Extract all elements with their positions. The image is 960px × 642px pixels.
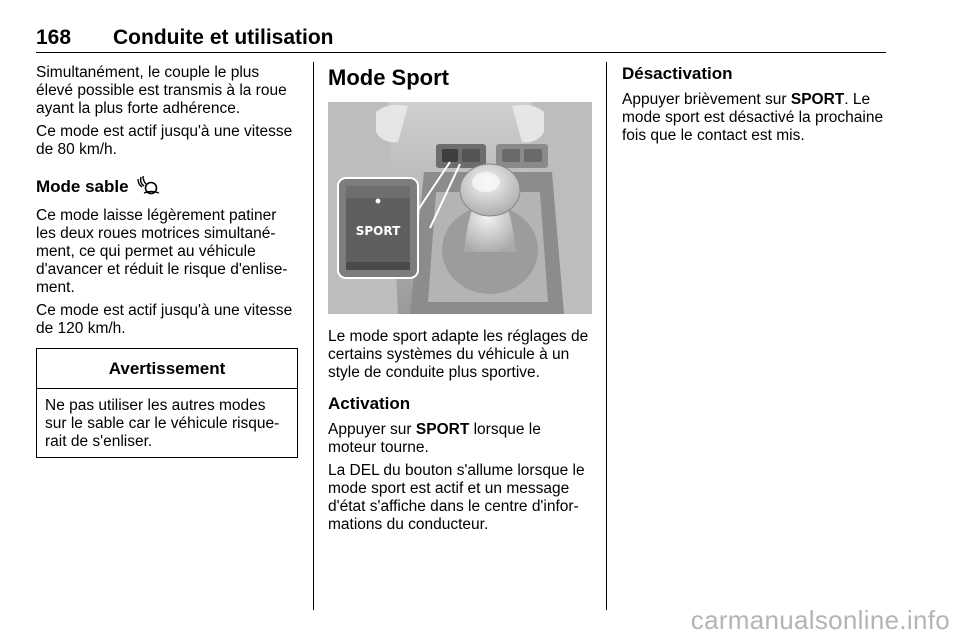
sand-mode-heading-text: Mode sable bbox=[36, 177, 129, 196]
warning-title: Avertissement bbox=[37, 349, 297, 389]
deactivation-heading: Désactivation bbox=[622, 64, 733, 83]
paragraph: Ce mode est actif jusqu'à une vitesse de 80 km/h. bbox=[36, 123, 293, 158]
sport-keyword: SPORT bbox=[790, 91, 845, 108]
paragraph bbox=[622, 91, 890, 145]
chapter-title: Conduite et utilisation bbox=[113, 26, 334, 49]
sport-keyword: SPORT bbox=[415, 421, 470, 438]
paragraph: Le mode sport adapte les réglages de certains systèmes du véhicule à un style de conduite plus sportive. bbox=[328, 328, 589, 381]
paragraph: Ce mode laisse légèrement patiner les deux roues motrices simultané-ment, ce qui permet au véhicule d'avancer et réduit le risque d'enlise-ment. bbox=[36, 207, 288, 296]
paragraph: La DEL du bouton s'allume lorsque le mode sport est actif et un message d'état s'affiche dans le centre d'infor-mations du conducteur. bbox=[328, 462, 585, 533]
sand-mode-icon bbox=[134, 175, 160, 200]
sport-button-label: SPORT bbox=[355, 224, 401, 238]
column-divider-2 bbox=[606, 62, 607, 610]
activation-heading: Activation bbox=[328, 394, 411, 413]
column-2 bbox=[328, 64, 592, 539]
paragraph: Ce mode est actif jusqu'à une vitesse de 120 km/h. bbox=[36, 302, 293, 337]
sport-mode-heading: Mode Sport bbox=[328, 65, 449, 90]
text-run: . Le mode sport est désactivé la prochaine fois que le contact est mis. bbox=[622, 91, 884, 144]
column-divider-1 bbox=[313, 62, 314, 610]
warning-body bbox=[37, 389, 297, 457]
paragraph bbox=[328, 421, 592, 457]
sport-button-illustration bbox=[328, 102, 592, 314]
text-run: Appuyer sur bbox=[328, 421, 416, 438]
column-1 bbox=[36, 64, 298, 458]
warning-box bbox=[36, 348, 298, 458]
warning-text: Ne pas utiliser les autres modes sur le sable car le véhicule risque-rait de s'enliser. bbox=[45, 397, 280, 450]
text-run: Appuyer brièvement sur bbox=[622, 91, 791, 108]
page-number: 168 bbox=[36, 26, 72, 49]
paragraph: Simultanément, le couple le plus élevé possible est transmis à la roue ayant la plus forte adhérence. bbox=[36, 64, 287, 117]
column-3 bbox=[622, 64, 890, 150]
sand-mode-heading bbox=[36, 175, 298, 200]
watermark: carmanualsonline.info bbox=[690, 605, 950, 635]
page-header bbox=[36, 26, 886, 53]
text-run: lorsque le moteur tourne. bbox=[328, 421, 541, 456]
